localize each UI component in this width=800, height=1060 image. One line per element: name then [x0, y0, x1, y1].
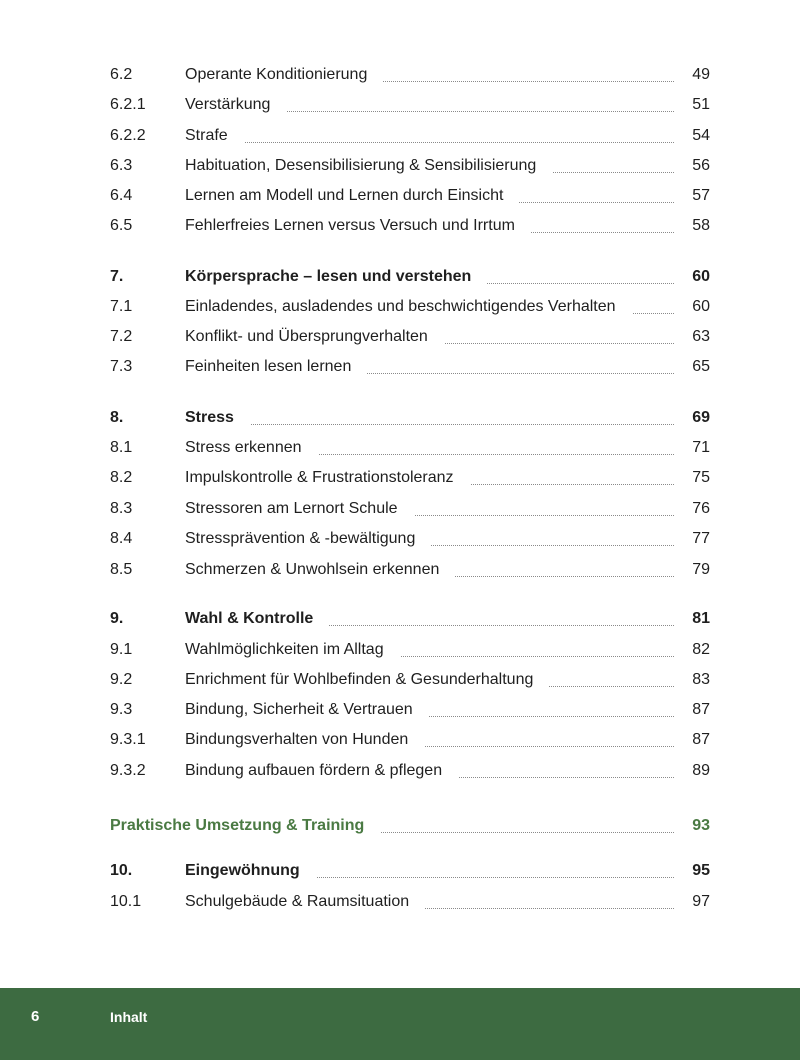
toc-entry-page: 49	[692, 66, 710, 83]
toc-entry-title: Verstärkung	[185, 94, 286, 116]
toc-entry-number: 9.3.2	[110, 762, 146, 779]
toc-entry-number: 9.	[110, 610, 124, 627]
footer-label: Inhalt	[110, 1009, 148, 1025]
toc-entry-title: Stress erkennen	[185, 437, 318, 459]
toc-entry[interactable]	[110, 891, 710, 913]
toc-entry[interactable]	[110, 699, 710, 721]
toc-entry-title: Impulskontrolle & Frustrationstoleranz	[185, 467, 470, 489]
toc-entry-number: 7.1	[110, 298, 133, 315]
toc-entry-page: 71	[692, 439, 710, 456]
toc-entry-page: 75	[692, 469, 710, 486]
toc-entry-title: Habituation, Desensibilisierung & Sensibilisierung	[185, 155, 552, 177]
toc-entry-title: Strafe	[185, 125, 244, 147]
footer-page-number: 6	[31, 1008, 40, 1025]
toc-entry-title: Konflikt- und Übersprungverhalten	[185, 326, 444, 348]
toc-chapter[interactable]	[110, 407, 710, 429]
toc-entry[interactable]	[110, 729, 710, 751]
toc-chapter[interactable]	[110, 266, 710, 288]
toc-entry[interactable]	[110, 498, 710, 520]
toc-entry-page: 93	[692, 817, 710, 834]
toc-entry-page: 87	[692, 731, 710, 748]
toc-chapter[interactable]	[110, 608, 710, 630]
toc-entry[interactable]	[110, 125, 710, 147]
toc-entry-title: Stressprävention & -bewältigung	[185, 528, 431, 550]
toc-entry-number: 9.3.1	[110, 731, 146, 748]
toc-section-heading[interactable]	[110, 815, 710, 837]
dot-leader	[185, 142, 674, 143]
toc-entry[interactable]	[110, 639, 710, 661]
toc-entry[interactable]	[110, 760, 710, 782]
toc-entry[interactable]	[110, 155, 710, 177]
toc-entry-page: 69	[692, 409, 710, 426]
toc-entry-page: 51	[692, 96, 710, 113]
toc-entry-page: 77	[692, 530, 710, 547]
toc-entry-number: 6.3	[110, 157, 133, 174]
toc-entry-number: 8.1	[110, 439, 133, 456]
toc-entry-page: 79	[692, 561, 710, 578]
toc-entry-number: 6.2.1	[110, 96, 146, 113]
toc-entry-title: Fehlerfreies Lernen versus Versuch und Irrtum	[185, 215, 531, 237]
toc-entry-page: 83	[692, 671, 710, 688]
toc-entry-page: 63	[692, 328, 710, 345]
toc-entry-number: 10.1	[110, 893, 142, 910]
toc-entry-title: Wahl & Kontrolle	[185, 608, 329, 630]
toc-entry-title: Wahlmöglichkeiten im Alltag	[185, 639, 400, 661]
toc-entry-page: 76	[692, 500, 710, 517]
toc-entry-number: 8.4	[110, 530, 133, 547]
toc-entry-number: 6.4	[110, 187, 133, 204]
toc-entry-title: Einladendes, ausladendes und beschwichtigendes Verhalten	[185, 296, 632, 318]
toc-entry-page: 56	[692, 157, 710, 174]
toc-entry-number: 9.2	[110, 671, 133, 688]
toc-entry-number: 6.2.2	[110, 127, 146, 144]
toc-entry-title: Bindung aufbauen fördern & pflegen	[185, 760, 458, 782]
toc-entry-page: 60	[692, 268, 710, 285]
toc-entry-page: 89	[692, 762, 710, 779]
toc-entry[interactable]	[110, 326, 710, 348]
toc-entry[interactable]	[110, 559, 710, 581]
toc-entry[interactable]	[110, 215, 710, 237]
toc-entry-number: 7.2	[110, 328, 133, 345]
toc-entry-number: 9.3	[110, 701, 133, 718]
toc-entry[interactable]	[110, 467, 710, 489]
toc-entry-title: Feinheiten lesen lernen	[185, 356, 367, 378]
toc-entry[interactable]	[110, 437, 710, 459]
toc-entry-title: Eingewöhnung	[185, 860, 316, 882]
toc-entry-number: 8.2	[110, 469, 133, 486]
toc-entry-page: 81	[692, 610, 710, 627]
toc-entry[interactable]	[110, 356, 710, 378]
toc-entry-title: Schulgebäude & Raumsituation	[185, 891, 425, 913]
toc-entry-page: 87	[692, 701, 710, 718]
toc-entry-page: 97	[692, 893, 710, 910]
toc-entry-page: 54	[692, 127, 710, 144]
toc-entry-title: Bindungsverhalten von Hunden	[185, 729, 424, 751]
toc-entry-title: Bindung, Sicherheit & Vertrauen	[185, 699, 429, 721]
toc-entry[interactable]	[110, 528, 710, 550]
page-footer	[0, 988, 800, 1060]
toc-entry-title: Körpersprache – lesen und verstehen	[185, 266, 487, 288]
toc-entry-page: 60	[692, 298, 710, 315]
toc-entry-number: 8.	[110, 409, 124, 426]
toc-entry-title: Schmerzen & Unwohlsein erkennen	[185, 559, 455, 581]
toc-entry[interactable]	[110, 185, 710, 207]
toc-entry-title: Enrichment für Wohlbefinden & Gesunderhaltung	[185, 669, 549, 691]
dot-leader	[185, 424, 674, 425]
toc-entry-number: 7.	[110, 268, 124, 285]
toc-entry-title: Praktische Umsetzung & Training	[110, 815, 380, 837]
toc-entry-title: Stress	[185, 407, 250, 429]
toc-entry[interactable]	[110, 296, 710, 318]
toc-entry-title: Lernen am Modell und Lernen durch Einsicht	[185, 185, 519, 207]
toc-entry-number: 10.	[110, 862, 133, 879]
toc-entry-number: 8.5	[110, 561, 133, 578]
toc-entry[interactable]	[110, 669, 710, 691]
toc-entry-number: 8.3	[110, 500, 133, 517]
toc-entry-page: 57	[692, 187, 710, 204]
toc-entry-title: Stressoren am Lernort Schule	[185, 498, 414, 520]
toc-entry[interactable]	[110, 64, 710, 86]
toc-entry-page: 65	[692, 358, 710, 375]
toc-entry-number: 6.5	[110, 217, 133, 234]
toc-entry-title: Operante Konditionierung	[185, 64, 383, 86]
toc-entry-number: 7.3	[110, 358, 133, 375]
toc-entry-page: 58	[692, 217, 710, 234]
toc-entry-page: 82	[692, 641, 710, 658]
toc-entry-number: 9.1	[110, 641, 133, 658]
toc-entry[interactable]	[110, 94, 710, 116]
toc-entry-page: 95	[692, 862, 710, 879]
toc-chapter[interactable]	[110, 860, 710, 882]
toc-entry-number: 6.2	[110, 66, 133, 83]
